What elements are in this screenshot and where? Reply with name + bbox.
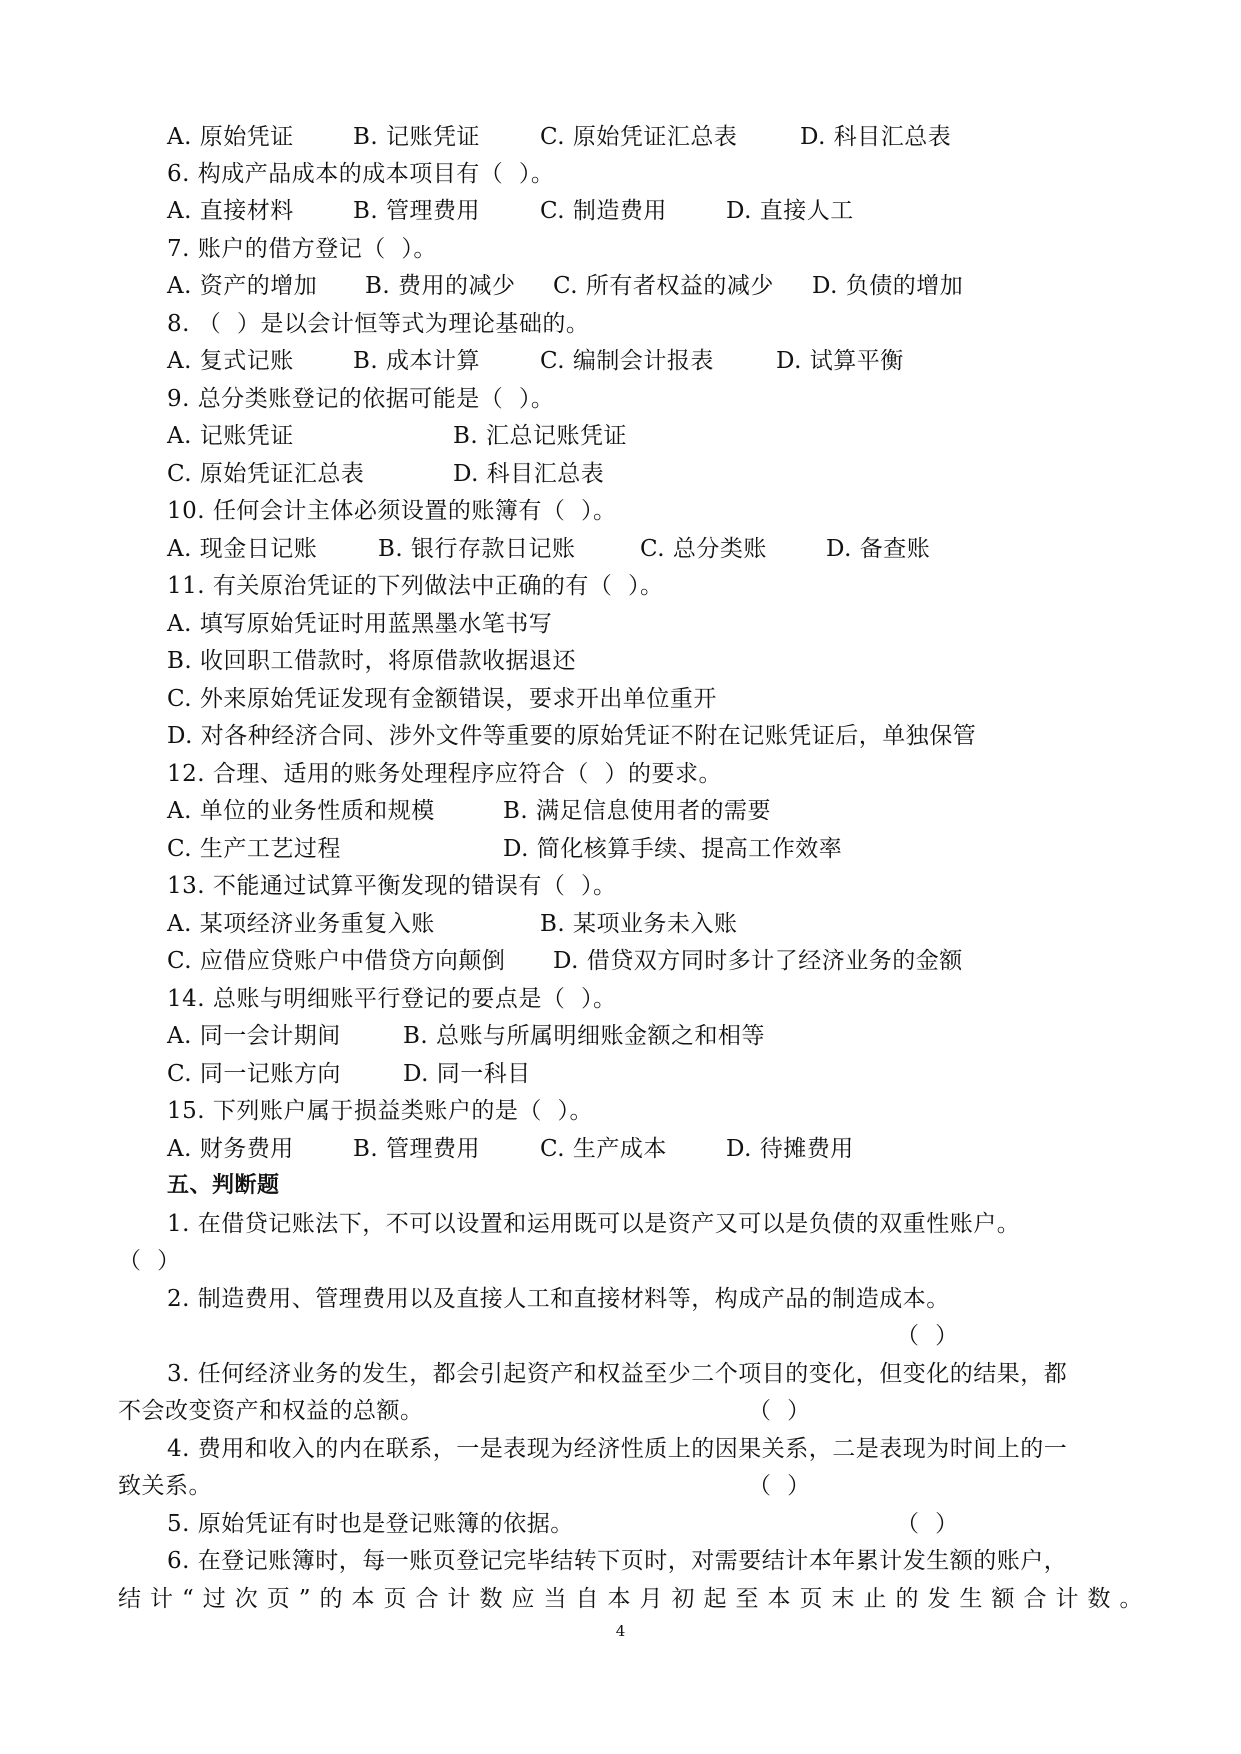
option-a: A. 填写原始凭证时用蓝黑墨水笔书写 xyxy=(167,611,553,637)
option-c: C. 应借应贷账户中借贷方向颠倒 xyxy=(167,948,506,974)
tf-question-6: 6. 在登记账簿时，每一账页登记完毕结转下页时，对需要结计本年累计发生额的账户， xyxy=(167,1548,1068,1574)
option-b: B. 银行存款日记账 xyxy=(378,536,576,562)
question-11: 11. 有关原治凭证的下列做法中正确的有（ ）。 xyxy=(167,573,664,599)
question-8: 8. （ ）是以会计恒等式为理论基础的。 xyxy=(167,311,590,337)
option-d: D. 借贷双方同时多计了经济业务的金额 xyxy=(553,948,963,974)
option-c: C. 外来原始凭证发现有金额错误，要求开出单位重开 xyxy=(167,686,717,712)
option-c: C. 原始凭证汇总表 xyxy=(167,461,365,487)
question-15: 15. 下列账户属于损益类账户的是（ ）。 xyxy=(167,1098,594,1124)
option-a: A. 直接材料 xyxy=(167,198,294,224)
answer-parentheses: （ ） xyxy=(748,1473,811,1499)
option-d: D. 直接人工 xyxy=(726,198,854,224)
answer-parentheses: （ ） xyxy=(118,1248,181,1274)
answer-parentheses: （ ） xyxy=(896,1323,959,1349)
option-a: A. 同一会计期间 xyxy=(167,1023,341,1049)
answer-parentheses: （ ） xyxy=(748,1398,811,1424)
option-c: C. 总分类账 xyxy=(640,536,767,562)
tf-question-6-cont: 结计“过次页”的本页合计数应当自本月初起至本页末止的发生额合计数。 xyxy=(118,1586,1152,1612)
option-c: C. 生产工艺过程 xyxy=(167,836,341,862)
question-10: 10. 任何会计主体必须设置的账簿有（ ）。 xyxy=(167,498,617,524)
question-14: 14. 总账与明细账平行登记的要点是（ ）。 xyxy=(167,986,617,1012)
option-b: B. 管理费用 xyxy=(353,198,481,224)
option-a: A. 原始凭证 xyxy=(167,124,294,150)
option-d: D. 试算平衡 xyxy=(776,348,904,374)
option-d: D. 负债的增加 xyxy=(812,273,964,299)
question-9: 9. 总分类账登记的依据可能是（ ）。 xyxy=(167,386,555,412)
tf-question-4: 4. 费用和收入的内在联系，一是表现为经济性质上的因果关系，二是表现为时间上的一 xyxy=(167,1436,1068,1462)
option-c: C. 所有者权益的减少 xyxy=(553,273,774,299)
option-d: D. 待摊费用 xyxy=(726,1136,854,1162)
option-b: B. 满足信息使用者的需要 xyxy=(503,798,772,824)
tf-question-2: 2. 制造费用、管理费用以及直接人工和直接材料等，构成产品的制造成本。 xyxy=(167,1286,950,1312)
option-d: D. 科目汇总表 xyxy=(453,461,605,487)
option-b: B. 某项业务未入账 xyxy=(540,911,738,937)
question-12: 12. 合理、适用的账务处理程序应符合（ ）的要求。 xyxy=(167,761,723,787)
option-d: D. 同一科目 xyxy=(403,1061,531,1087)
option-a: A. 资产的增加 xyxy=(167,273,318,299)
option-a: A. 财务费用 xyxy=(167,1136,294,1162)
option-b: B. 总账与所属明细账金额之和相等 xyxy=(403,1023,766,1049)
option-b: B. 费用的减少 xyxy=(365,273,516,299)
option-a: A. 现金日记账 xyxy=(167,536,318,562)
option-b: B. 汇总记账凭证 xyxy=(453,423,628,449)
tf-question-3: 3. 任何经济业务的发生，都会引起资产和权益至少二个项目的变化，但变化的结果，都 xyxy=(167,1361,1068,1387)
option-b: B. 记账凭证 xyxy=(353,124,481,150)
option-b: B. 成本计算 xyxy=(353,348,481,374)
page-number: 4 xyxy=(615,1622,626,1640)
option-c: C. 制造费用 xyxy=(540,198,667,224)
tf-question-3-cont: 不会改变资产和权益的总额。 xyxy=(118,1398,424,1424)
question-7: 7. 账户的借方登记（ ）。 xyxy=(167,236,437,262)
option-a: A. 单位的业务性质和规模 xyxy=(167,798,435,824)
section-heading: 五、判断题 xyxy=(167,1173,280,1198)
option-d: D. 科目汇总表 xyxy=(800,124,952,150)
option-b: B. 收回职工借款时，将原借款收据退还 xyxy=(167,648,577,674)
option-d: D. 备查账 xyxy=(826,536,931,562)
answer-parentheses: （ ） xyxy=(896,1511,959,1537)
option-b: B. 管理费用 xyxy=(353,1136,481,1162)
option-a: A. 某项经济业务重复入账 xyxy=(167,911,435,937)
option-a: A. 记账凭证 xyxy=(167,423,294,449)
option-c: C. 生产成本 xyxy=(540,1136,667,1162)
question-13: 13. 不能通过试算平衡发现的错误有（ ）。 xyxy=(167,873,617,899)
option-d: D. 简化核算手续、提高工作效率 xyxy=(503,836,843,862)
option-c: C. 编制会计报表 xyxy=(540,348,714,374)
tf-question-1: 1. 在借贷记账法下，不可以设置和运用既可以是资产又可以是负债的双重性账户。 xyxy=(167,1211,1021,1237)
option-d: D. 对各种经济合同、涉外文件等重要的原始凭证不附在记账凭证后，单独保管 xyxy=(167,723,977,749)
option-c: C. 同一记账方向 xyxy=(167,1061,341,1087)
option-a: A. 复式记账 xyxy=(167,348,294,374)
option-c: C. 原始凭证汇总表 xyxy=(540,124,738,150)
question-6: 6. 构成产品成本的成本项目有（ ）。 xyxy=(167,161,555,187)
tf-question-4-cont: 致关系。 xyxy=(118,1473,212,1499)
tf-question-5: 5. 原始凭证有时也是登记账簿的依据。 xyxy=(167,1511,574,1537)
